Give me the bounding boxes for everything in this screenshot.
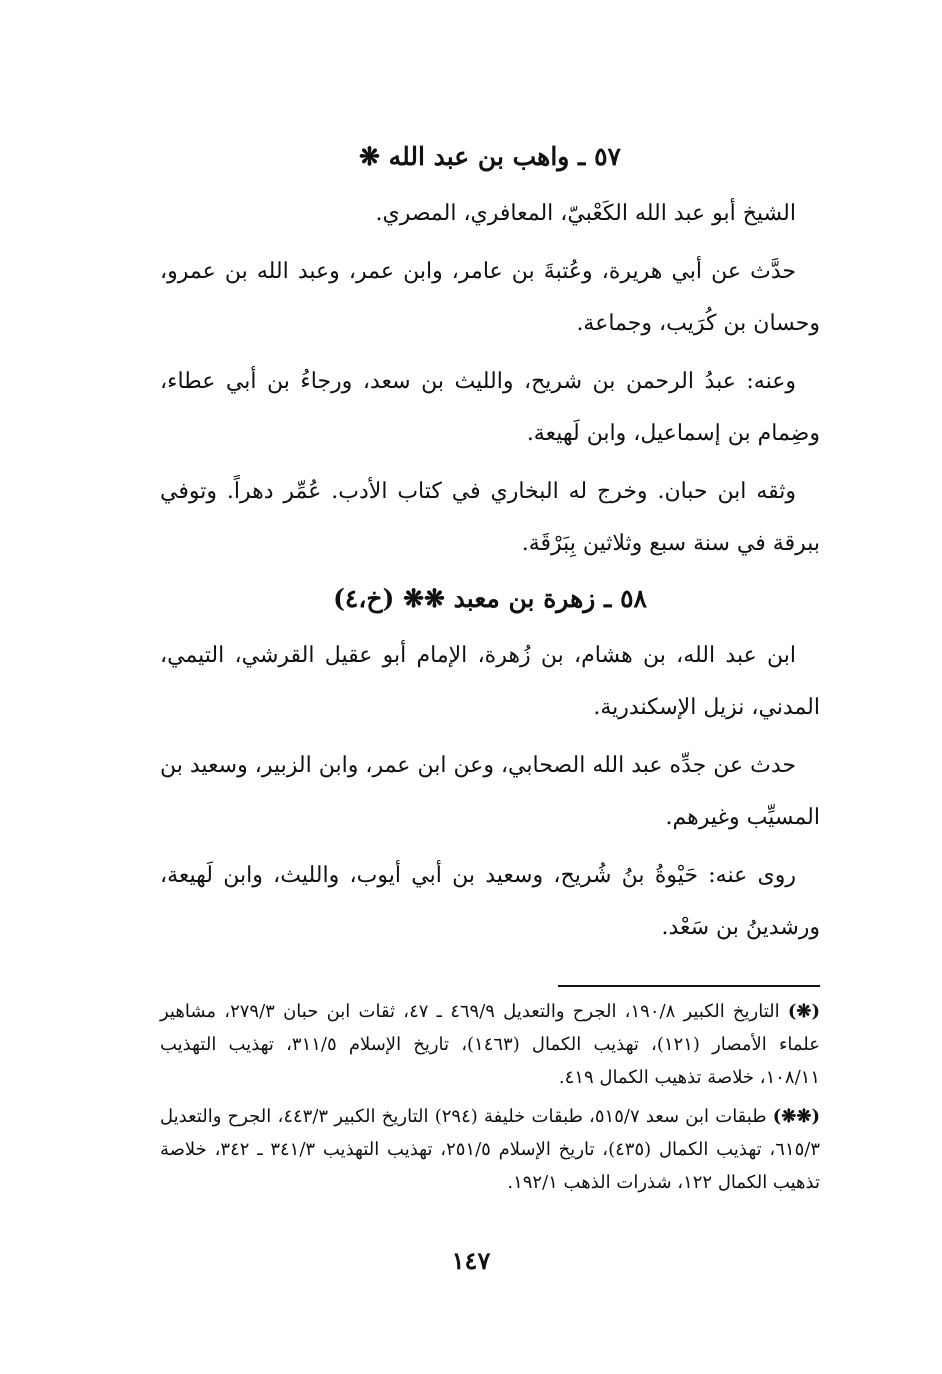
footnote-text: طبقات ابن سعد ٥١٥/٧، طبقات خليفة (٢٩٤) التاريخ الكبير ٤٤٣/٣، الجرح والتعديل ٦١٥/٣، تهذيب الكمال (٤٣٥)، تاريخ الإسلام ٢٥١/٥، تهذيب التهذيب ٣٤١/٣ ـ ٣٤٢، خلاصة تذهيب الكمال ١٢٢، شذرات الذهب ١٩٢/١. xyxy=(160,1106,820,1193)
footnote-divider xyxy=(558,985,820,987)
entry-57-paragraph: وعنه: عبدُ الرحمن بن شريح، والليث بن سعد، ورجاءُ بن أبي عطاء، وضِمام بن إسماعيل، وابن لَهيعة. xyxy=(160,369,820,446)
entry-58-heading: ٥٨ ـ زهرة بن معبد ❋❋ (خ،٤) xyxy=(333,584,647,613)
footnote-text: التاريخ الكبير ١٩٠/٨، الجرح والتعديل ٤٦٩/٩ ـ ٤٧، ثقات ابن حبان ٢٧٩/٣، مشاهير علماء الأمصار (١٢١)، تهذيب الكمال (١٤٦٣)، تاريخ الإسلام ٣١١/٥، تهذيب التهذيب ١٠٨/١١، خلاصة تذهيب الكمال ٤١٩. xyxy=(160,1001,820,1088)
footnote-mark: (❋❋) xyxy=(772,1106,820,1127)
entry-58-paragraph: روى عنه: حَيْوةُ بنُ شُريح، وسعيد بن أبي أيوب، والليث، وابن لَهيعة، ورشدينُ بن سَعْد. xyxy=(160,863,820,940)
entry-58-paragraph: حدث عن جدِّه عبد الله الصحابي، وعن ابن عمر، وابن الزبير، وسعيد بن المسيِّب وغيرهم. xyxy=(160,753,820,830)
footnote xyxy=(160,995,820,1094)
entry-57-heading: ٥٧ ـ واهب بن عبد الله ❋ xyxy=(359,142,621,171)
footnote xyxy=(160,1100,820,1199)
footnote-mark: (❋) xyxy=(787,1001,821,1022)
entry-57-paragraph: الشيخ أبو عبد الله الكَعْبيّ، المعافري، المصري. xyxy=(375,201,796,226)
page-number: ١٤٧ xyxy=(451,1246,491,1275)
entry-57-paragraph: وثقه ابن حبان. وخرج له البخاري في كتاب الأدب. عُمِّر دهراً. وتوفي ببرقة في سنة سبع وثلاثين بِبَرْقَة. xyxy=(160,479,820,556)
entry-58-paragraph: ابن عبد الله، بن هشام، بن زُهرة، الإمام أبو عقيل القرشي، التيمي، المدني، نزيل الإسكندرية. xyxy=(160,643,820,720)
entry-57-paragraph: حدَّث عن أبي هريرة، وعُتبةَ بن عامر، وابن عمر، وعبد الله بن عمرو، وحسان بن كُرَيب، وجماعة. xyxy=(160,259,820,336)
main-text xyxy=(160,130,820,960)
footnotes xyxy=(160,995,820,1205)
